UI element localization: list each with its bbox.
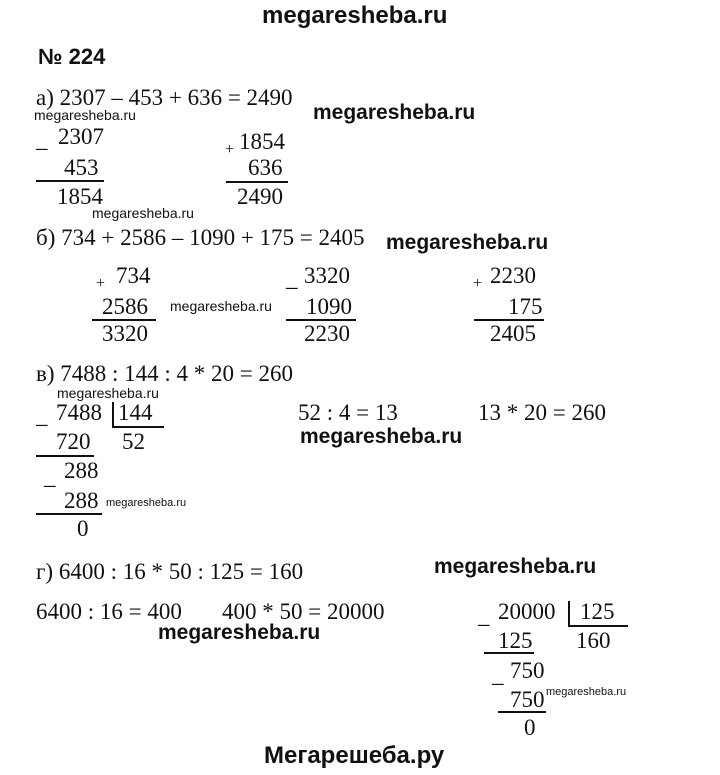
division-subtrahend: 720 xyxy=(56,429,91,454)
equation: 400 * 50 = 20000 xyxy=(222,599,385,624)
division-bar xyxy=(112,402,114,426)
watermark: megaresheba.ru xyxy=(434,555,597,578)
column-operator: _ xyxy=(36,127,48,152)
division-rule xyxy=(484,652,534,654)
watermark: megaresheba.ru xyxy=(546,686,627,698)
watermark: megaresheba.ru xyxy=(57,385,159,401)
division-bar xyxy=(568,601,570,625)
expression-v: в) 7488 : 144 : 4 * 20 = 260 xyxy=(36,361,294,386)
column-result: 2490 xyxy=(237,184,283,209)
column-result: 1854 xyxy=(57,184,103,209)
column-bottom: 2586 xyxy=(102,294,148,319)
column-operator: + xyxy=(225,141,235,158)
division-rule xyxy=(36,513,102,515)
column-top: 2230 xyxy=(490,263,536,288)
division-operator: _ xyxy=(492,662,504,687)
column-bottom: 1090 xyxy=(306,294,352,319)
watermark: megaresheba.ru xyxy=(386,231,549,254)
watermark: megaresheba.ru xyxy=(300,425,463,448)
column-operator: + xyxy=(473,275,483,292)
watermark: megaresheba.ru xyxy=(170,298,272,314)
footer-site: Мегарешеба.ру xyxy=(264,742,445,769)
division-operator: _ xyxy=(36,403,48,428)
column-top: 3320 xyxy=(304,263,350,288)
division-final-remainder: 0 xyxy=(77,516,89,541)
division-divisor: 125 xyxy=(580,599,615,624)
division-remainder: 288 xyxy=(64,458,99,483)
watermark: megaresheba.ru xyxy=(158,621,321,644)
watermark: megaresheba.ru xyxy=(313,101,476,124)
division-rule xyxy=(568,625,628,627)
division-quotient: 52 xyxy=(122,429,145,454)
division-dividend: 20000 xyxy=(498,599,556,624)
task-number: № 224 xyxy=(38,44,106,69)
expression-a: а) 2307 – 453 + 636 = 2490 xyxy=(36,85,293,110)
division-remainder: 750 xyxy=(510,658,545,683)
expression-b: б) 734 + 2586 – 1090 + 175 = 2405 xyxy=(36,225,365,250)
header-site: megaresheba.ru xyxy=(262,2,448,29)
column-result: 2230 xyxy=(304,321,350,346)
division-subtrahend: 288 xyxy=(64,488,99,513)
column-top: 734 xyxy=(116,263,151,288)
column-operator: + xyxy=(96,275,106,292)
column-result: 3320 xyxy=(102,321,148,346)
division-subtrahend: 125 xyxy=(498,628,533,653)
division-operator: _ xyxy=(44,464,56,489)
expression-g: г) 6400 : 16 * 50 : 125 = 160 xyxy=(36,559,304,584)
column-result: 2405 xyxy=(490,321,536,346)
column-top: 1854 xyxy=(239,129,285,154)
column-operator: _ xyxy=(286,266,298,291)
column-bottom: 636 xyxy=(248,155,283,180)
division-quotient: 160 xyxy=(576,628,611,653)
watermark: megaresheba.ru xyxy=(106,497,187,509)
column-rule xyxy=(36,180,104,182)
watermark: megaresheba.ru xyxy=(92,205,194,221)
equation: 13 * 20 = 260 xyxy=(478,400,606,425)
division-divisor: 144 xyxy=(118,400,153,425)
division-rule xyxy=(498,711,546,713)
division-rule xyxy=(36,455,94,457)
equation: 52 : 4 = 13 xyxy=(298,400,398,425)
column-rule xyxy=(226,181,288,183)
division-rule xyxy=(112,426,164,428)
column-bottom: 175 xyxy=(508,294,543,319)
column-bottom: 453 xyxy=(64,155,99,180)
watermark: megaresheba.ru xyxy=(34,107,136,123)
division-operator: _ xyxy=(478,603,490,628)
division-final-remainder: 0 xyxy=(524,715,536,740)
division-subtrahend: 750 xyxy=(510,687,545,712)
equation: 6400 : 16 = 400 xyxy=(36,599,182,624)
column-top: 2307 xyxy=(58,124,104,149)
division-dividend: 7488 xyxy=(56,400,102,425)
